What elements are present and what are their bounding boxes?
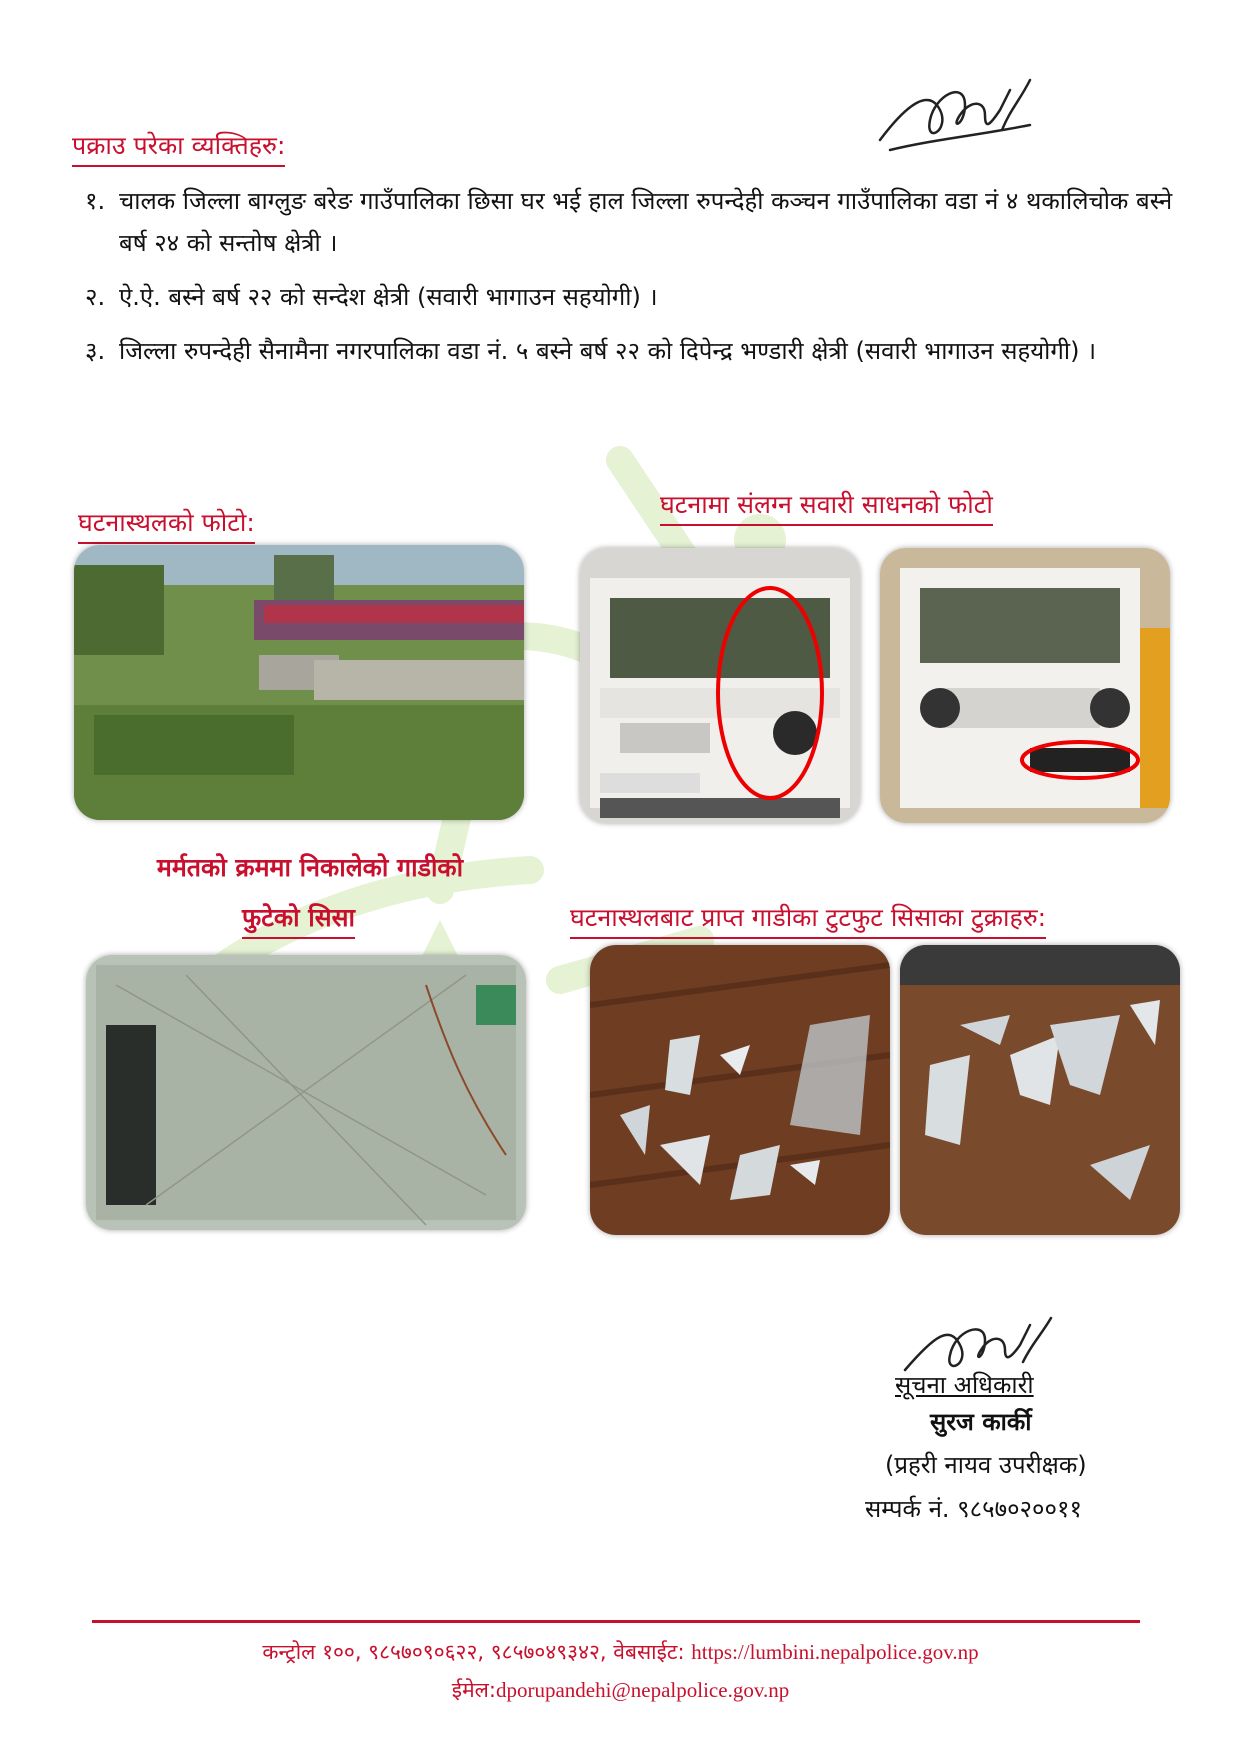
signature-top xyxy=(870,70,1040,165)
glass-pieces-photo-2 xyxy=(900,945,1180,1235)
list-item-text: ऐ.ऐ. बस्ने बर्ष २२ को सन्देश क्षेत्री (सवारी भागाउन सहयोगी) । xyxy=(119,283,658,311)
website-link[interactable]: https://lumbini.nepalpolice.gov.np xyxy=(691,1640,979,1664)
list-item-number: ३. xyxy=(85,337,106,365)
email-link[interactable]: dporupandehi@nepalpolice.gov.np xyxy=(495,1678,790,1702)
list-item xyxy=(85,330,1185,372)
arrested-list xyxy=(85,180,1185,384)
list-item-number: १. xyxy=(85,187,106,215)
glass-pieces-photo-1 xyxy=(590,945,890,1235)
signatory-title: सूचना अधिकारी xyxy=(895,1371,1034,1399)
signatory-name: सुरज कार्की xyxy=(930,1408,1032,1436)
list-item-number: २. xyxy=(85,283,106,311)
vehicle-photo-plate xyxy=(880,548,1170,823)
list-item xyxy=(85,276,1185,318)
broken-glass-caption-line2: फुटेको सिसा xyxy=(242,900,355,939)
footer-line-2 xyxy=(0,1676,1241,1704)
footer-divider xyxy=(92,1620,1140,1623)
broken-glass-caption-line1: मर्मतको क्रममा निकालेको गाडीको xyxy=(156,853,464,882)
vehicle-photo-caption: घटनामा संलग्न सवारी साधनको फोटो xyxy=(660,487,993,526)
signatory-contact: सम्पर्क नं. ९८५७०२००११ xyxy=(865,1495,1082,1523)
signatory-rank: (प्रहरी नायव उपरीक्षक) xyxy=(885,1451,1087,1479)
list-item-text: चालक जिल्ला बाग्लुङ बरेङ गाउँपालिका छिसा घर भई हाल जिल्ला रुपन्देही कञ्चन गाउँपालिका वडा नं ४ थकालिचोक बस्ने बर्ष २४ को सन्तोष क्षेत्री । xyxy=(119,187,1173,257)
scene-photo-caption: घटनास्थलको फोटो: xyxy=(78,505,255,544)
footer-contact: कन्ट्रोल १००, ९८५७०९०६२२, ९८५७०४९३४२, वेबसाईट: xyxy=(262,1640,692,1664)
list-item xyxy=(85,180,1185,264)
footer-email-label: ईमेल: xyxy=(451,1678,496,1702)
arrested-heading: पक्राउ परेका व्यक्तिहरु: xyxy=(72,128,285,167)
scene-photo xyxy=(74,545,524,820)
broken-glass-photo xyxy=(86,955,526,1230)
vehicle-photo-front xyxy=(580,548,860,823)
glass-pieces-caption: घटनास्थलबाट प्राप्त गाडीका टुटफुट सिसाका टुक्राहरु: xyxy=(570,900,1046,939)
footer-line-1 xyxy=(0,1638,1241,1666)
list-item-text: जिल्ला रुपन्देही सैनामैना नगरपालिका वडा नं. ५ बस्ने बर्ष २२ को दिपेन्द्र भण्डारी क्षेत्री (सवारी भागाउन सहयोगी) । xyxy=(119,337,1097,365)
